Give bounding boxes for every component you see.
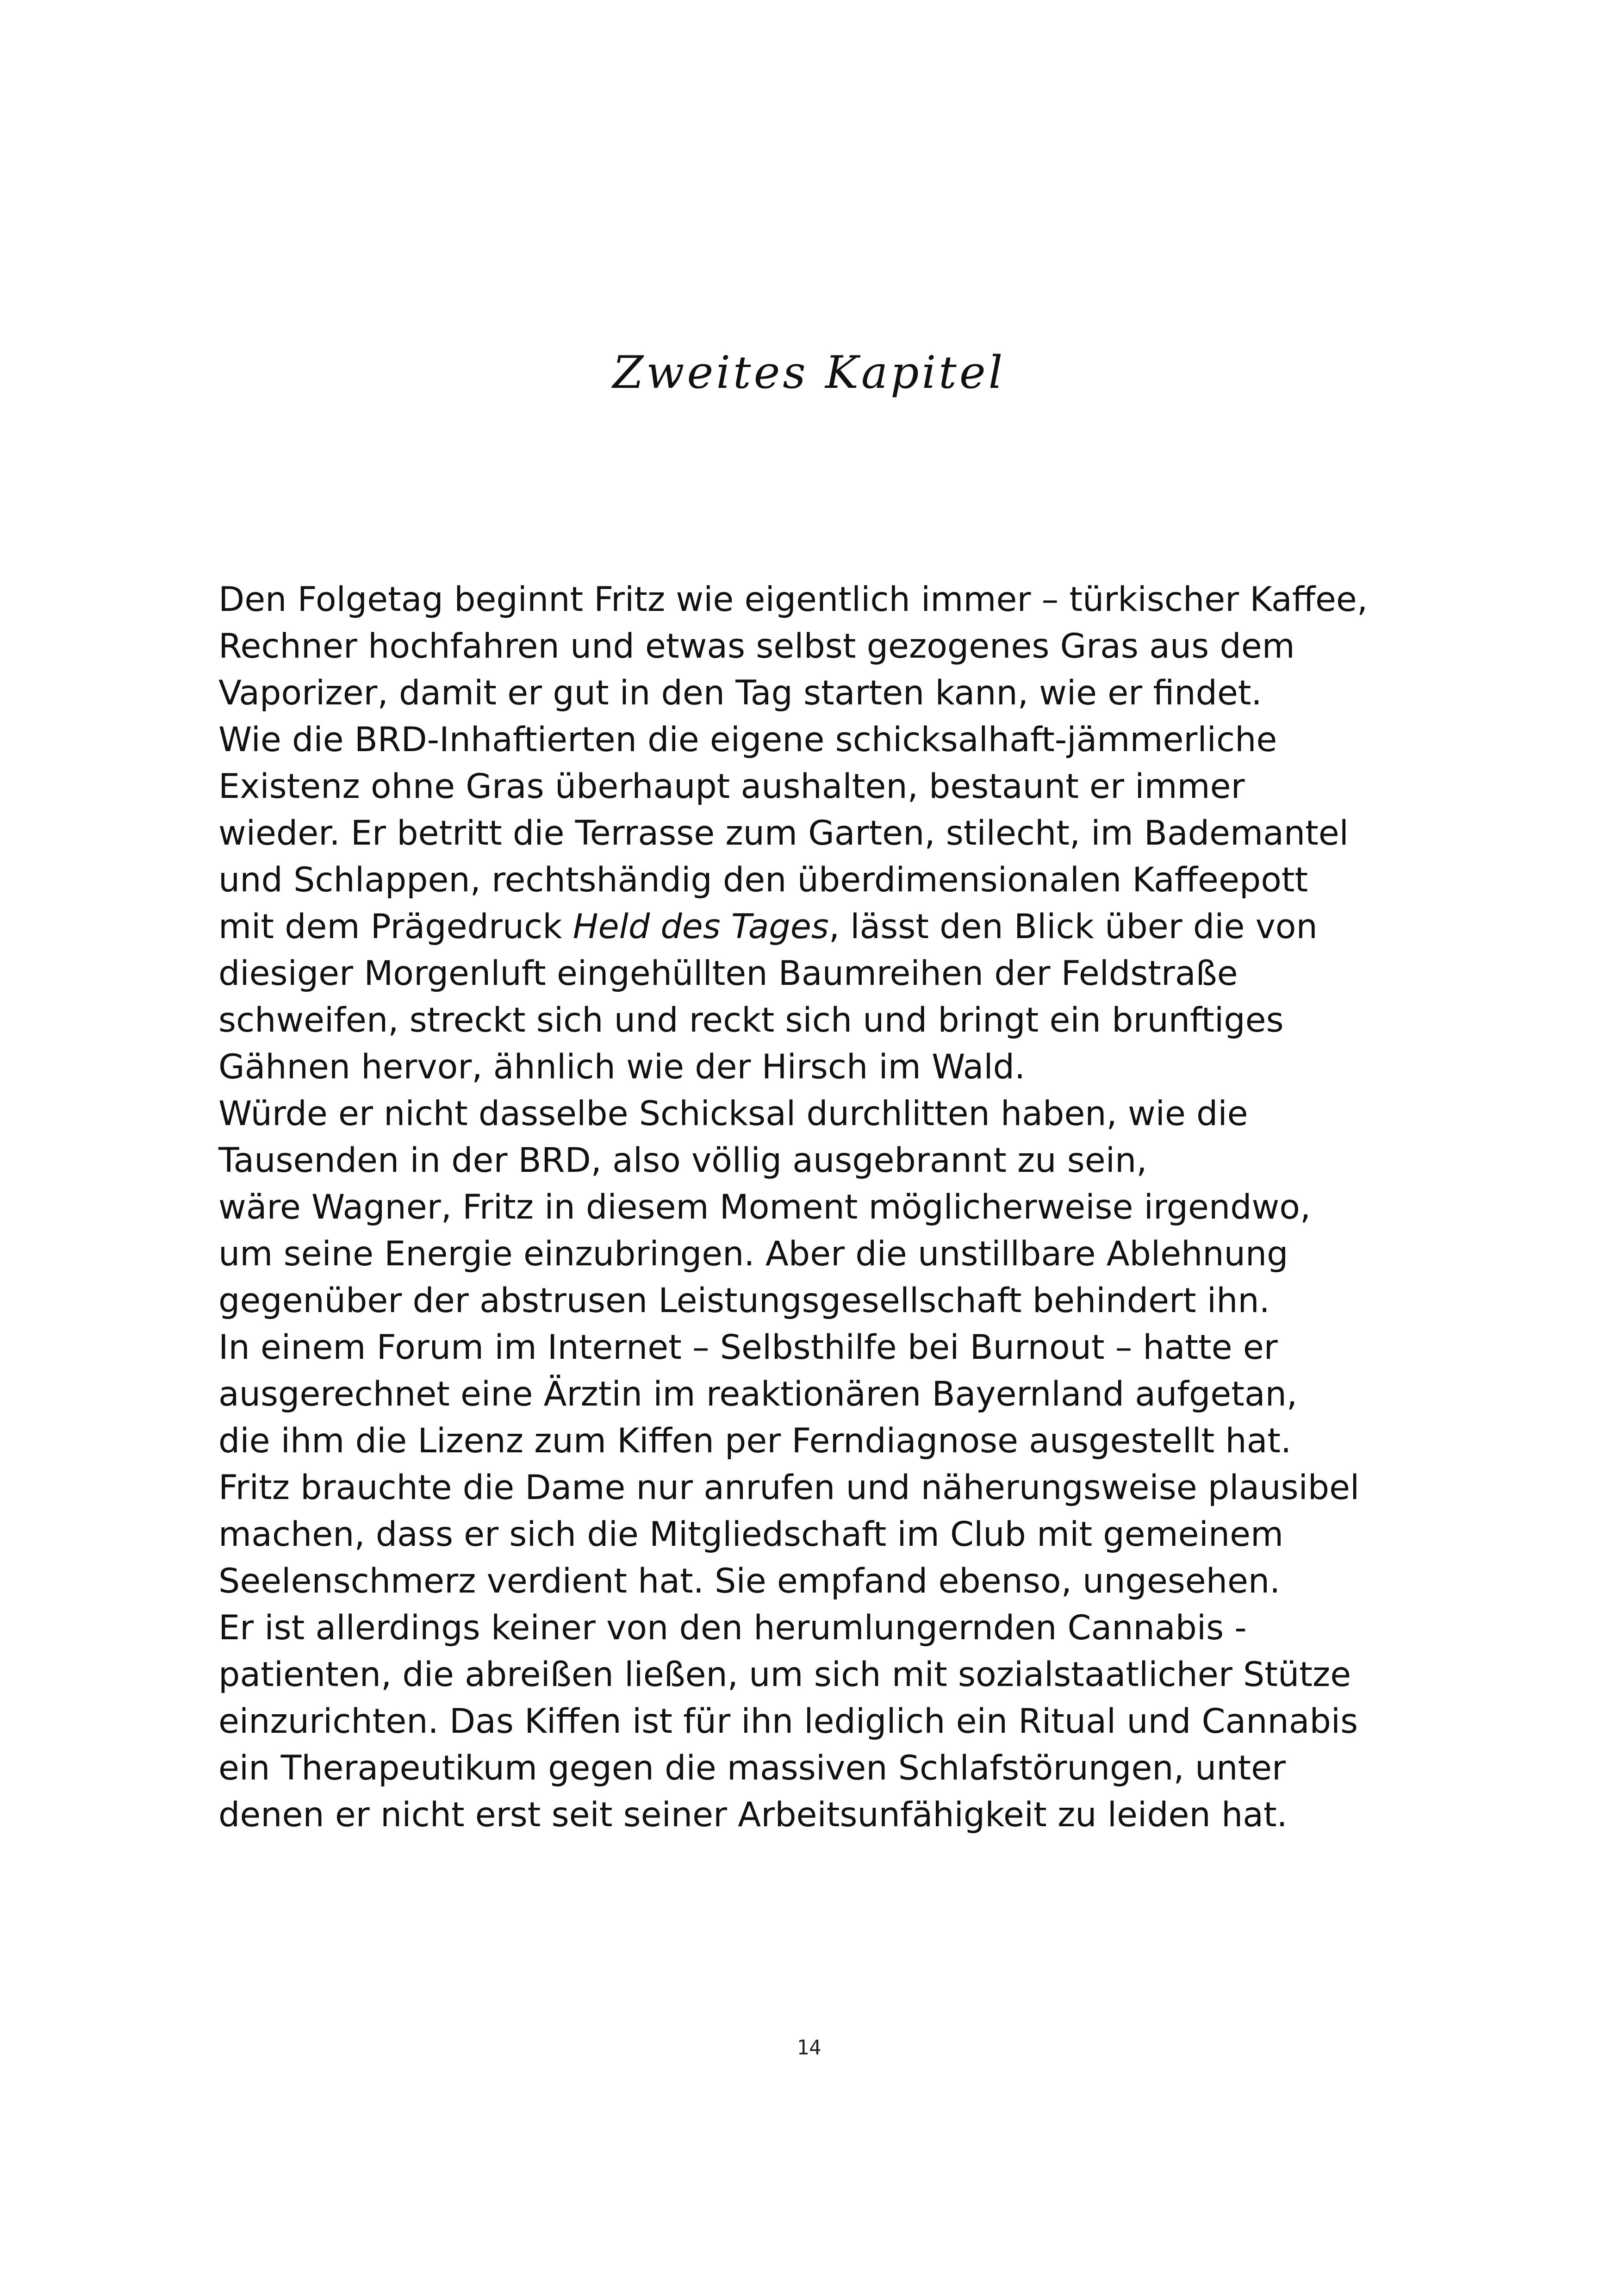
text-segment: , lässt den Blick über die von: [828, 907, 1318, 946]
text-line: In einem Forum im Internet – Selbsthilfe bei Burnout – hatte er: [218, 1328, 1278, 1367]
text-line: Rechner hochfahren und etwas selbst gezogenes Gras aus dem: [218, 627, 1295, 666]
chapter-title: Zweites Kapitel: [612, 347, 1006, 398]
text-line: Tausenden in der BRD, also völlig ausgebrannt zu sein,: [218, 1141, 1147, 1180]
text-line: und Schlappen, rechtshändig den überdimensionalen Kaffeepott: [218, 860, 1308, 900]
text-line: einzurichten. Das Kiffen ist für ihn lediglich ein Ritual und Cannabis: [218, 1702, 1358, 1741]
text-line: ein Therapeutikum gegen die massiven Schlafstörungen, unter: [218, 1748, 1286, 1788]
text-line: ausgerechnet eine Ärztin im reaktionären Bayernland aufgetan,: [218, 1375, 1298, 1414]
text-line: machen, dass er sich die Mitgliedschaft im Club mit gemeinem: [218, 1515, 1284, 1554]
text-line: um seine Energie einzubringen. Aber die unstillbare Ablehnung: [218, 1234, 1288, 1274]
text-line: wieder. Er betritt die Terrasse zum Garten, stilecht, im Bademantel: [218, 814, 1349, 853]
page-number: 14: [797, 2036, 821, 2060]
text-line: Seelenschmerz verdient hat. Sie empfand ebenso, ungesehen.: [218, 1562, 1281, 1601]
text-line: Er ist allerdings keiner von den herumlungernden Cannabis -: [218, 1608, 1247, 1648]
text-line: Wie die BRD-Inhaftierten die eigene schicksalhaft-jämmerliche: [218, 720, 1277, 759]
italic-phrase: Held des Tages: [573, 907, 829, 946]
text-line-with-italic: [218, 903, 1431, 950]
text-line: Fritz brauchte die Dame nur anrufen und näherungsweise plausibel: [218, 1468, 1360, 1507]
text-line: Vaporizer, damit er gut in den Tag starten kann, wie er findet.: [218, 673, 1262, 713]
text-line: die ihm die Lizenz zum Kiffen per Ferndiagnose ausgestellt hat.: [218, 1421, 1292, 1461]
text-line: diesiger Morgenluft eingehüllten Baumreihen der Feldstraße: [218, 954, 1238, 993]
text-line: gegenüber der abstrusen Leistungsgesellschaft behindert ihn.: [218, 1281, 1270, 1320]
text-line: Würde er nicht dasselbe Schicksal durchlitten haben, wie die: [218, 1094, 1248, 1133]
text-line: denen er nicht erst seit seiner Arbeitsunfähigkeit zu leiden hat.: [218, 1795, 1288, 1835]
text-line: Den Folgetag beginnt Fritz wie eigentlich immer – türkischer Kaffee,: [218, 580, 1368, 619]
body-text: [218, 576, 1431, 1838]
text-line: wäre Wagner, Fritz in diesem Moment möglicherweise irgendwo,: [218, 1188, 1311, 1227]
text-line: Gähnen hervor, ähnlich wie der Hirsch im Wald.: [218, 1047, 1026, 1087]
text-segment: mit dem Prägedruck: [218, 907, 573, 946]
text-line: patienten, die abreißen ließen, um sich mit sozialstaatlicher Stütze: [218, 1655, 1351, 1694]
text-line: Existenz ohne Gras überhaupt aushalten, bestaunt er immer: [218, 767, 1245, 806]
text-line: schweifen, streckt sich und reckt sich und bringt ein brunftiges: [218, 1001, 1284, 1040]
